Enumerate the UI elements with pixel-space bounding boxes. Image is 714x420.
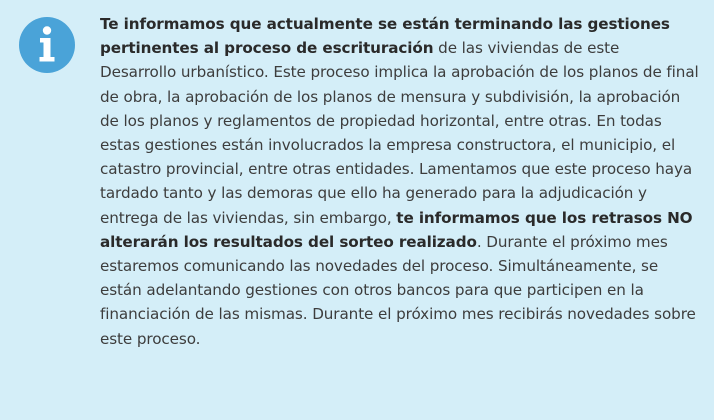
notice-text	[100, 12, 700, 351]
notice-bold-intro: Te informamos que actualmente se están terminando las gestiones pertinentes al proceso de escrituración	[100, 15, 670, 58]
notice-bold-middle: te informamos que los retrasos NO alterarán los resultados del sorteo realizado	[100, 208, 693, 251]
notice-body-part-2: . Durante el próximo mes estaremos comunicando las novedades del proceso. Simultáneamente, se están adelantando gestiones con otros bancos para que participen en la financiación de las mismas. Durante el próximo mes recibirás novedades sobre este proceso.	[100, 232, 696, 348]
notice-body-part-1: de las viviendas de este Desarrollo urbanístico. Este proceso implica la aprobación de los planos de final de obra, la aprobación de los planos de mensura y subdivisión, la aprobación de los planos y reglamentos de propiedad horizontal, entre otras. En todas estas gestiones están involucrados la empresa constructora, el municipio, el catastro provincial, entre otras entidades. Lamentamos que este proceso haya tardado tanto y las demoras que ello ha generado para la adjudicación y entrega de las viviendas, sin embargo,	[100, 39, 699, 227]
info-icon	[19, 17, 75, 73]
